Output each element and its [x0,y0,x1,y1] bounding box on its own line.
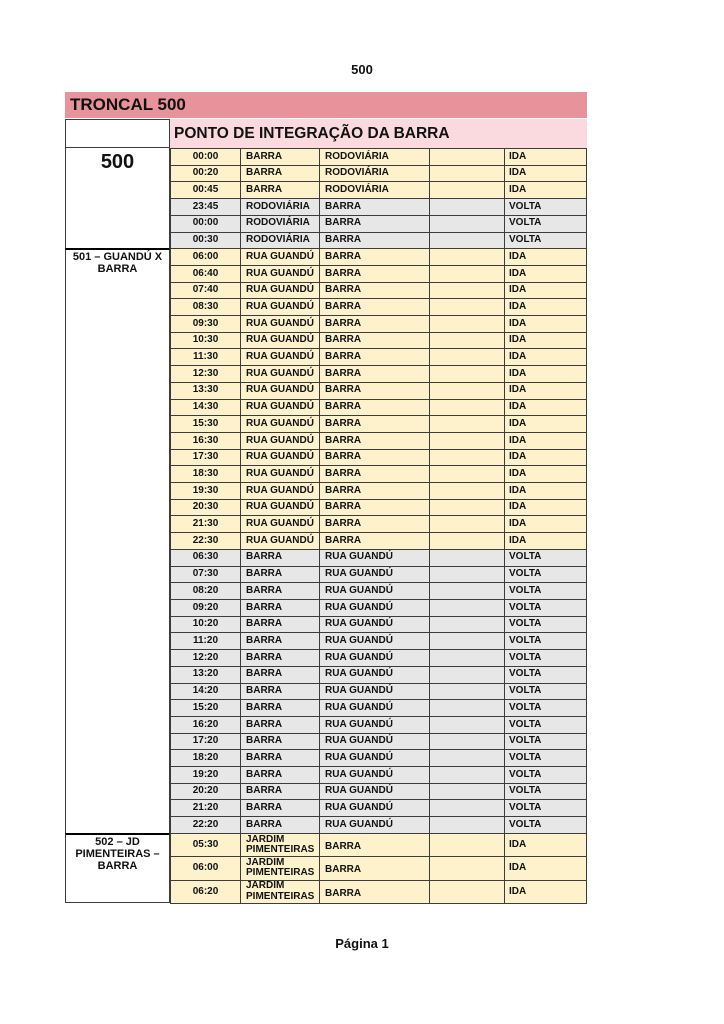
cell-time: 16:30 [170,433,241,449]
cell-origin: RUA GUANDÚ [241,500,320,516]
cell-direction: VOLTA [505,800,587,816]
cell-note [430,383,505,399]
schedule-row [170,283,587,300]
cell-direction: IDA [505,333,587,349]
cell-note [430,166,505,182]
schedule-row [170,450,587,467]
cell-time: 05:30 [170,834,241,856]
cell-note [430,800,505,816]
cell-time: 06:00 [170,857,241,879]
cell-direction: IDA [505,149,587,165]
cell-note [430,567,505,583]
schedule-row [170,650,587,667]
cell-destination: RUA GUANDÚ [320,784,430,800]
cell-destination: BARRA [320,834,430,856]
cell-note [430,834,505,856]
schedule-row [170,299,587,316]
cell-destination: BARRA [320,500,430,516]
cell-direction: VOLTA [505,767,587,783]
cell-origin: BARRA [241,149,320,165]
cell-note [430,149,505,165]
rows-column [170,148,587,904]
cell-time: 18:20 [170,750,241,766]
cell-direction: VOLTA [505,550,587,566]
empty-corner-cell [65,119,170,148]
cell-note [430,784,505,800]
cell-destination: RUA GUANDÚ [320,817,430,833]
cell-direction: VOLTA [505,650,587,666]
cell-direction: IDA [505,500,587,516]
cell-direction: IDA [505,516,587,532]
schedule-row [170,550,587,567]
cell-origin: BARRA [241,600,320,616]
cell-note [430,266,505,282]
route-group-label: 502 – JD PIMENTEIRAS – BARRA [65,833,170,903]
cell-direction: IDA [505,416,587,432]
cell-direction: VOLTA [505,700,587,716]
cell-time: 14:20 [170,684,241,700]
cell-note [430,466,505,482]
cell-note [430,182,505,198]
cell-destination: RUA GUANDÚ [320,617,430,633]
cell-direction: VOLTA [505,633,587,649]
cell-destination: RUA GUANDÚ [320,567,430,583]
schedule-row [170,817,587,834]
cell-destination: BARRA [320,433,430,449]
cell-origin: RUA GUANDÚ [241,433,320,449]
schedule-row [170,516,587,533]
schedule-row [170,600,587,617]
cell-origin: BARRA [241,550,320,566]
cell-origin: RUA GUANDÚ [241,366,320,382]
cell-destination: BARRA [320,416,430,432]
cell-direction: IDA [505,283,587,299]
cell-time: 10:20 [170,617,241,633]
cell-time: 20:20 [170,784,241,800]
schedule-row [170,881,587,904]
cell-direction: VOLTA [505,717,587,733]
cell-time: 21:20 [170,800,241,816]
cell-direction: VOLTA [505,667,587,683]
cell-direction: VOLTA [505,199,587,215]
schedule-row [170,857,587,880]
cell-origin: RUA GUANDÚ [241,249,320,265]
cell-note [430,767,505,783]
cell-destination: RUA GUANDÚ [320,800,430,816]
schedule-row [170,717,587,734]
cell-note [430,650,505,666]
cell-time: 08:30 [170,299,241,315]
cell-direction: IDA [505,166,587,182]
schedule-row [170,249,587,266]
cell-note [430,700,505,716]
cell-destination: BARRA [320,466,430,482]
cell-note [430,667,505,683]
cell-direction: IDA [505,316,587,332]
cell-origin: RUA GUANDÚ [241,383,320,399]
cell-time: 09:20 [170,600,241,616]
cell-origin: RUA GUANDÚ [241,450,320,466]
cell-destination: RODOVIÁRIA [320,149,430,165]
cell-note [430,617,505,633]
cell-direction: VOLTA [505,784,587,800]
cell-destination: BARRA [320,857,430,879]
cell-direction: IDA [505,299,587,315]
schedule-row [170,266,587,283]
schedule-row [170,383,587,400]
schedule-row [170,483,587,500]
cell-origin: BARRA [241,817,320,833]
cell-destination: RUA GUANDÚ [320,750,430,766]
schedule-row [170,583,587,600]
schedule-row [170,233,587,250]
cell-direction: VOLTA [505,684,587,700]
cell-note [430,349,505,365]
cell-origin: JARDIM PIMENTEIRAS [241,834,320,856]
cell-origin: RUA GUANDÚ [241,266,320,282]
cell-direction: IDA [505,466,587,482]
cell-origin: RUA GUANDÚ [241,299,320,315]
schedule-row [170,433,587,450]
cell-destination: BARRA [320,283,430,299]
route-group-label: 501 – GUANDÚ X BARRA [65,248,170,833]
cell-direction: VOLTA [505,750,587,766]
cell-time: 08:20 [170,583,241,599]
schedule-row [170,617,587,634]
cell-time: 12:30 [170,366,241,382]
cell-destination: RUA GUANDÚ [320,700,430,716]
cell-origin: RUA GUANDÚ [241,466,320,482]
cell-origin: BARRA [241,667,320,683]
cell-destination: BARRA [320,881,430,903]
cell-direction: IDA [505,433,587,449]
cell-origin: BARRA [241,717,320,733]
schedule-row [170,366,587,383]
cell-note [430,516,505,532]
cell-destination: RODOVIÁRIA [320,166,430,182]
cell-origin: RODOVIÁRIA [241,199,320,215]
cell-destination: RUA GUANDÚ [320,633,430,649]
cell-origin: RUA GUANDÚ [241,483,320,499]
cell-time: 15:20 [170,700,241,716]
cell-origin: BARRA [241,583,320,599]
cell-time: 06:00 [170,249,241,265]
schedule-row [170,533,587,550]
cell-note [430,433,505,449]
section-title: TRONCAL 500 [70,95,186,114]
cell-note [430,550,505,566]
cell-time: 00:20 [170,166,241,182]
cell-note [430,416,505,432]
cell-time: 07:30 [170,567,241,583]
cell-destination: BARRA [320,266,430,282]
schedule-row [170,182,587,199]
cell-destination: BARRA [320,483,430,499]
cell-origin: BARRA [241,700,320,716]
cell-time: 23:45 [170,199,241,215]
cell-note [430,333,505,349]
cell-origin: BARRA [241,650,320,666]
cell-time: 06:20 [170,881,241,903]
cell-destination: RUA GUANDÚ [320,717,430,733]
page-footer: Página 1 [335,936,389,951]
cell-destination: BARRA [320,400,430,416]
page-number: 500 [351,62,373,77]
cell-direction: IDA [505,182,587,198]
cell-time: 12:20 [170,650,241,666]
cell-destination: BARRA [320,450,430,466]
cell-destination: RODOVIÁRIA [320,182,430,198]
cell-time: 17:30 [170,450,241,466]
cell-destination: BARRA [320,516,430,532]
cell-destination: BARRA [320,216,430,232]
cell-origin: RUA GUANDÚ [241,316,320,332]
cell-destination: RUA GUANDÚ [320,583,430,599]
labels-column [65,148,170,903]
cell-direction: IDA [505,881,587,903]
cell-note [430,717,505,733]
cell-origin: BARRA [241,166,320,182]
cell-direction: VOLTA [505,233,587,249]
cell-note [430,734,505,750]
cell-direction: IDA [505,834,587,856]
cell-time: 00:30 [170,233,241,249]
cell-time: 22:30 [170,533,241,549]
cell-destination: BARRA [320,233,430,249]
cell-direction: IDA [505,266,587,282]
cell-time: 06:30 [170,550,241,566]
cell-origin: BARRA [241,684,320,700]
cell-time: 11:30 [170,349,241,365]
schedule-row [170,734,587,751]
schedule-row [170,500,587,517]
cell-direction: IDA [505,249,587,265]
cell-note [430,684,505,700]
cell-origin: BARRA [241,567,320,583]
cell-time: 09:30 [170,316,241,332]
cell-direction: IDA [505,450,587,466]
cell-time: 11:20 [170,633,241,649]
cell-time: 21:30 [170,516,241,532]
cell-note [430,583,505,599]
cell-destination: RUA GUANDÚ [320,550,430,566]
cell-time: 22:20 [170,817,241,833]
cell-origin: BARRA [241,182,320,198]
schedule-row [170,767,587,784]
table-subtitle-text: PONTO DE INTEGRAÇÃO DA BARRA [174,124,450,142]
cell-direction: VOLTA [505,617,587,633]
schedule-row [170,333,587,350]
cell-time: 13:30 [170,383,241,399]
schedule-row [170,166,587,183]
schedule-row [170,199,587,216]
cell-note [430,633,505,649]
cell-time: 19:30 [170,483,241,499]
route-group-label: 500 [65,148,170,248]
cell-note [430,216,505,232]
cell-time: 10:30 [170,333,241,349]
section-title-bar [65,92,587,118]
cell-direction: VOLTA [505,817,587,833]
cell-note [430,483,505,499]
cell-destination: RUA GUANDÚ [320,667,430,683]
cell-origin: JARDIM PIMENTEIRAS [241,857,320,879]
cell-direction: IDA [505,366,587,382]
cell-time: 14:30 [170,400,241,416]
cell-origin: RUA GUANDÚ [241,533,320,549]
cell-note [430,316,505,332]
cell-time: 00:45 [170,182,241,198]
cell-direction: IDA [505,483,587,499]
cell-note [430,533,505,549]
schedule-row [170,684,587,701]
cell-origin: BARRA [241,633,320,649]
cell-note [430,450,505,466]
cell-note [430,283,505,299]
cell-note [430,199,505,215]
cell-time: 16:20 [170,717,241,733]
schedule-row [170,784,587,801]
schedule-row [170,800,587,817]
schedule-row [170,149,587,166]
cell-time: 06:40 [170,266,241,282]
cell-direction: VOLTA [505,583,587,599]
schedule-row [170,400,587,417]
cell-destination: RUA GUANDÚ [320,734,430,750]
cell-note [430,249,505,265]
cell-time: 00:00 [170,216,241,232]
cell-direction: IDA [505,857,587,879]
cell-time: 20:30 [170,500,241,516]
cell-origin: RUA GUANDÚ [241,416,320,432]
cell-origin: JARDIM PIMENTEIRAS [241,881,320,903]
cell-origin: BARRA [241,800,320,816]
cell-time: 00:00 [170,149,241,165]
cell-destination: BARRA [320,366,430,382]
cell-origin: RODOVIÁRIA [241,233,320,249]
cell-time: 15:30 [170,416,241,432]
schedule-row [170,567,587,584]
cell-time: 13:20 [170,667,241,683]
schedule-row [170,316,587,333]
cell-direction: VOLTA [505,216,587,232]
cell-destination: BARRA [320,383,430,399]
cell-note [430,400,505,416]
cell-destination: BARRA [320,316,430,332]
cell-note [430,299,505,315]
cell-direction: IDA [505,349,587,365]
schedule-row [170,667,587,684]
cell-note [430,600,505,616]
cell-origin: RUA GUANDÚ [241,333,320,349]
cell-direction: VOLTA [505,734,587,750]
cell-origin: BARRA [241,734,320,750]
cell-destination: RUA GUANDÚ [320,767,430,783]
cell-direction: VOLTA [505,600,587,616]
cell-origin: RUA GUANDÚ [241,516,320,532]
cell-origin: RUA GUANDÚ [241,400,320,416]
cell-direction: VOLTA [505,567,587,583]
cell-origin: BARRA [241,784,320,800]
cell-note [430,500,505,516]
cell-origin: BARRA [241,750,320,766]
cell-direction: IDA [505,400,587,416]
cell-destination: RUA GUANDÚ [320,650,430,666]
schedule-row [170,834,587,857]
cell-time: 07:40 [170,283,241,299]
table-subtitle [170,119,587,148]
cell-origin: BARRA [241,617,320,633]
cell-origin: RODOVIÁRIA [241,216,320,232]
cell-origin: RUA GUANDÚ [241,349,320,365]
schedule-row [170,466,587,483]
cell-destination: BARRA [320,299,430,315]
schedule-row [170,416,587,433]
cell-note [430,857,505,879]
cell-origin: BARRA [241,767,320,783]
cell-note [430,750,505,766]
cell-destination: BARRA [320,333,430,349]
cell-note [430,817,505,833]
cell-destination: RUA GUANDÚ [320,684,430,700]
cell-destination: BARRA [320,199,430,215]
cell-destination: RUA GUANDÚ [320,600,430,616]
schedule-row [170,750,587,767]
schedule-row [170,633,587,650]
cell-destination: BARRA [320,533,430,549]
schedule-row [170,216,587,233]
cell-time: 19:20 [170,767,241,783]
cell-destination: BARRA [320,249,430,265]
cell-note [430,366,505,382]
cell-direction: IDA [505,383,587,399]
cell-time: 18:30 [170,466,241,482]
cell-note [430,233,505,249]
schedule-row [170,700,587,717]
cell-note [430,881,505,903]
cell-direction: IDA [505,533,587,549]
cell-destination: BARRA [320,349,430,365]
cell-origin: RUA GUANDÚ [241,283,320,299]
schedule-row [170,349,587,366]
cell-time: 17:20 [170,734,241,750]
